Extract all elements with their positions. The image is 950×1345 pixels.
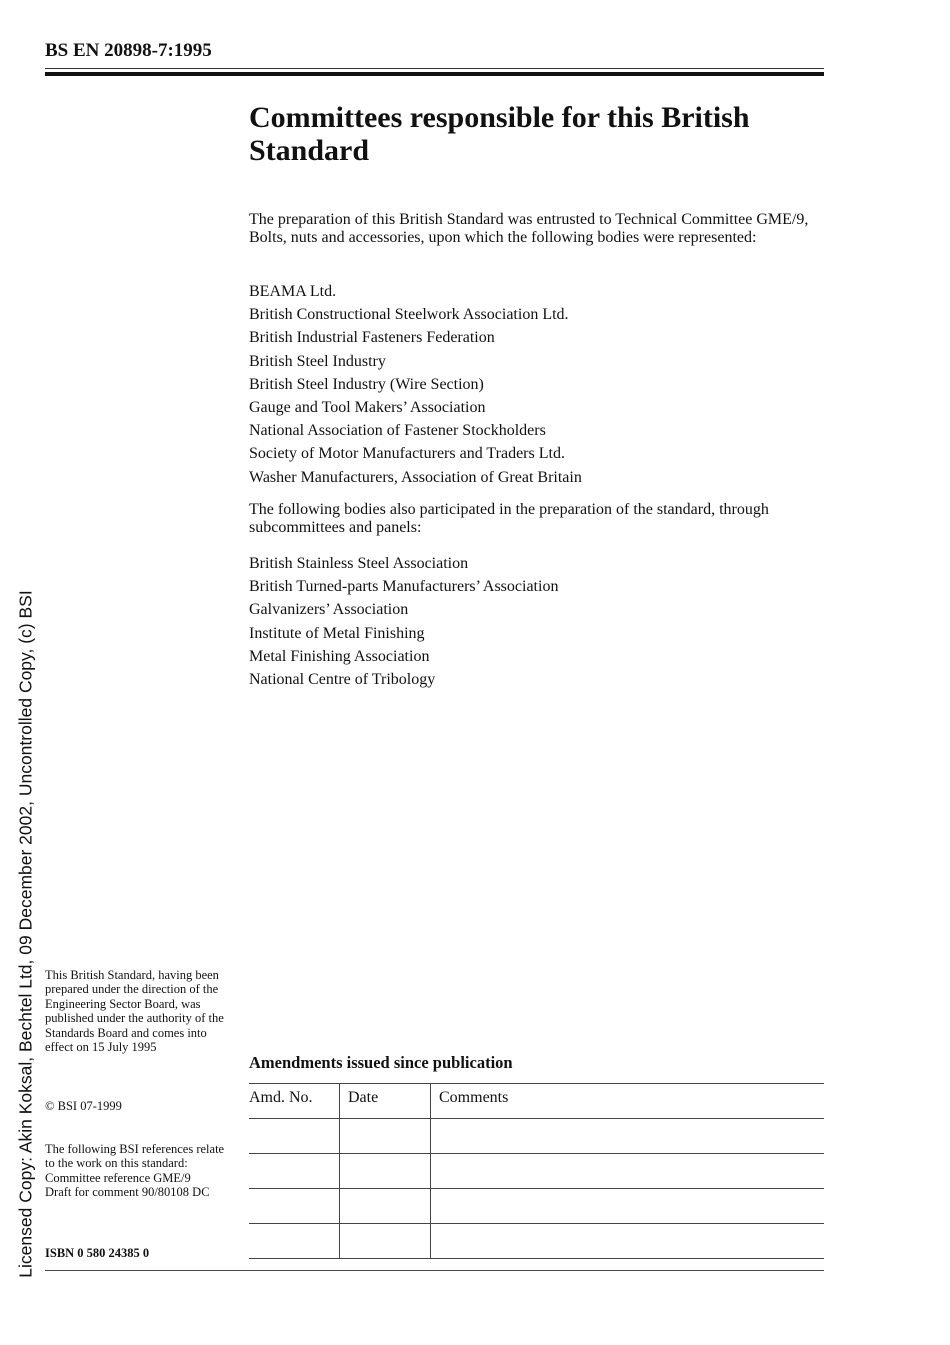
references-intro: The following BSI references relate to the work on this standard: bbox=[45, 1142, 225, 1171]
table-cell bbox=[249, 1154, 340, 1189]
table-cell bbox=[340, 1119, 431, 1154]
table-cell bbox=[249, 1119, 340, 1154]
table-cell bbox=[431, 1154, 825, 1189]
column-header: Comments bbox=[431, 1084, 825, 1119]
list-item: Washer Manufacturers, Association of Great Britain bbox=[249, 468, 582, 486]
table-cell bbox=[340, 1224, 431, 1259]
list-item: British Stainless Steel Association bbox=[249, 555, 469, 572]
list-item: Metal Finishing Association bbox=[249, 647, 430, 665]
bsi-references bbox=[45, 1142, 235, 1200]
list-item: National Association of Fastener Stockholders bbox=[249, 422, 546, 440]
list-item: British Steel Industry (Wire Section) bbox=[249, 375, 484, 393]
amendments-title: Amendments issued since publication bbox=[249, 1053, 513, 1072]
table-cell bbox=[340, 1154, 431, 1189]
footer-rule bbox=[45, 1270, 824, 1271]
intro-paragraph: The preparation of this British Standard was entrusted to Technical Committee GME/9, Bolts, nuts and accessories, upon which the following bodies were represented: bbox=[249, 211, 809, 246]
table-cell bbox=[249, 1224, 340, 1259]
table-cell bbox=[249, 1189, 340, 1224]
table-row bbox=[249, 1119, 824, 1154]
table-cell bbox=[431, 1224, 825, 1259]
list-item: British Steel Industry bbox=[249, 352, 386, 370]
table-row bbox=[249, 1224, 824, 1259]
list-item: British Turned-parts Manufacturers’ Association bbox=[249, 578, 559, 596]
amendments-table bbox=[249, 1083, 824, 1259]
list-item: Society of Motor Manufacturers and Traders Ltd. bbox=[249, 445, 565, 463]
column-header: Date bbox=[340, 1084, 431, 1119]
list-item: British Industrial Fasteners Federation bbox=[249, 329, 495, 347]
column-header: Amd. No. bbox=[249, 1084, 340, 1119]
license-watermark: Licensed Copy: Akin Koksal, Bechtel Ltd, 09 December 2002, Uncontrolled Copy, (c) BSI bbox=[15, 590, 36, 1278]
table-row bbox=[249, 1189, 824, 1224]
represented-bodies-list bbox=[249, 280, 582, 489]
list-item: National Centre of Tribology bbox=[249, 671, 436, 689]
header-thin-rule bbox=[45, 68, 824, 69]
list-item: Galvanizers’ Association bbox=[249, 601, 409, 619]
table-cell bbox=[431, 1189, 825, 1224]
participation-paragraph: The following bodies also participated in the preparation of the standard, through subcommittees and panels: bbox=[249, 501, 769, 536]
list-item: Institute of Metal Finishing bbox=[249, 624, 425, 642]
committee-reference: Committee reference GME/9 bbox=[45, 1170, 191, 1185]
isbn: ISBN 0 580 24385 0 bbox=[45, 1246, 150, 1260]
draft-reference: Draft for comment 90/80108 DC bbox=[45, 1185, 210, 1200]
list-item: Gauge and Tool Makers’ Association bbox=[249, 399, 486, 417]
list-item: BEAMA Ltd. bbox=[249, 283, 337, 300]
table-cell bbox=[340, 1189, 431, 1224]
participating-bodies-list bbox=[249, 552, 558, 691]
publication-note: This British Standard, having been prepared under the direction of the Engineering Sector Board, was published under the authority of the Standards Board and comes into effect on 15 July 1995 bbox=[45, 968, 224, 1055]
table-row bbox=[249, 1154, 824, 1189]
document-id: BS EN 20898-7:1995 bbox=[45, 40, 212, 61]
copyright-note: © BSI 07-1999 bbox=[45, 1099, 122, 1113]
table-cell bbox=[431, 1119, 825, 1154]
table-header-row bbox=[249, 1084, 824, 1119]
list-item: British Constructional Steelwork Association Ltd. bbox=[249, 306, 569, 324]
page-title: Committees responsible for this British Standard bbox=[249, 101, 750, 167]
header-thick-rule bbox=[45, 72, 824, 76]
